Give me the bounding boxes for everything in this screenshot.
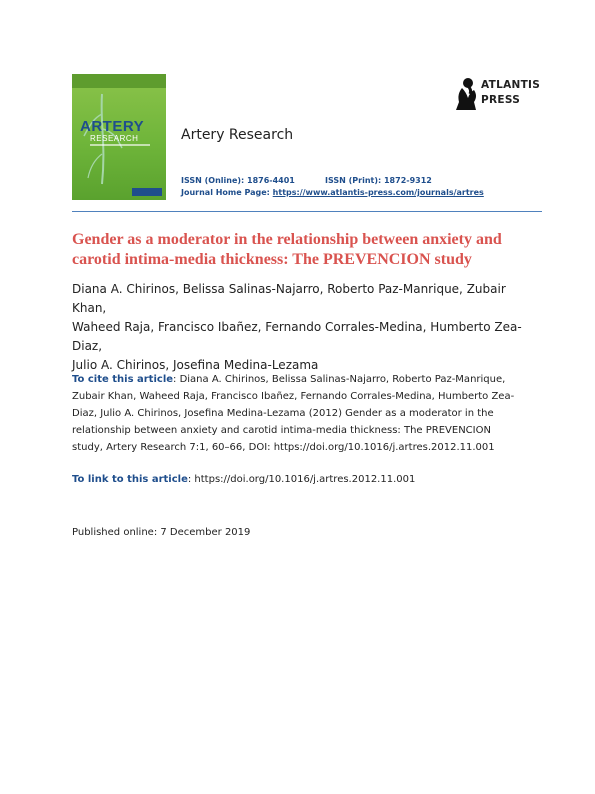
article-link-url[interactable]: : https://doi.org/10.1016/j.artres.2012.11.001	[187, 474, 416, 485]
citation-line5[interactable]: study, Artery Research 7:1, 60–66, DOI: https://doi.org/10.1016/j.artres.2012.11.001	[72, 442, 495, 453]
published-date: Published online: 7 December 2019	[72, 527, 251, 538]
journal-home-label: Journal Home Page:	[181, 188, 270, 197]
journal-home-link[interactable]: https://www.atlantis-press.com/journals/artres	[272, 188, 484, 197]
citation-line2: Zubair Khan, Waheed Raja, Francisco Ibañez, Fernando Corrales-Medina, Humberto Zea-	[72, 391, 515, 402]
citation-line3: Diaz, Julio A. Chirinos, Josefina Medina-Lezama (2012) Gender as a moderator in the	[72, 408, 494, 419]
citation-line1: : Diana A. Chirinos, Belissa Salinas-Najarro, Roberto Paz-Manrique,	[173, 374, 506, 385]
publisher-logo	[452, 76, 546, 112]
journal-name: Artery Research	[181, 127, 294, 143]
cover-subtitle: RESEARCH	[90, 134, 139, 143]
publisher-name-line1: ATLANTIS	[481, 79, 541, 91]
citation-label: To cite this article	[72, 374, 174, 385]
citation-block	[72, 371, 542, 456]
authors-line2: Waheed Raja, Francisco Ibañez, Fernando Corrales-Medina, Humberto Zea-Diaz,	[72, 320, 522, 353]
issn-online: ISSN (Online): 1876-4401	[181, 176, 295, 185]
thinker-silhouette-icon	[452, 76, 482, 112]
issn-info	[181, 176, 432, 185]
article-title-line1: Gender as a moderator in the relationship between anxiety and	[72, 231, 502, 248]
article-link-line	[72, 471, 542, 488]
article-title	[72, 230, 542, 270]
article-link-label: To link to this article	[72, 474, 188, 485]
authors-line3: Julio A. Chirinos, Josefina Medina-Lezama	[72, 358, 319, 372]
article-title-line2: carotid intima-media thickness: The PREVENCION study	[72, 251, 472, 268]
journal-cover-image	[72, 74, 166, 200]
citation-line4: relationship between anxiety and carotid intima-media thickness: The PREVENCION	[72, 425, 491, 436]
author-list	[72, 280, 542, 375]
authors-line1: Diana A. Chirinos, Belissa Salinas-Najarro, Roberto Paz-Manrique, Zubair Khan,	[72, 282, 506, 315]
cover-divider	[90, 144, 150, 146]
cover-title: ARTERY	[80, 118, 145, 135]
issn-print: ISSN (Print): 1872-9312	[325, 176, 432, 185]
cover-publisher-mark	[132, 188, 162, 196]
publisher-name	[481, 78, 540, 108]
header-divider	[72, 211, 542, 212]
journal-home-line	[181, 188, 484, 197]
publisher-name-line2: PRESS	[481, 94, 521, 106]
